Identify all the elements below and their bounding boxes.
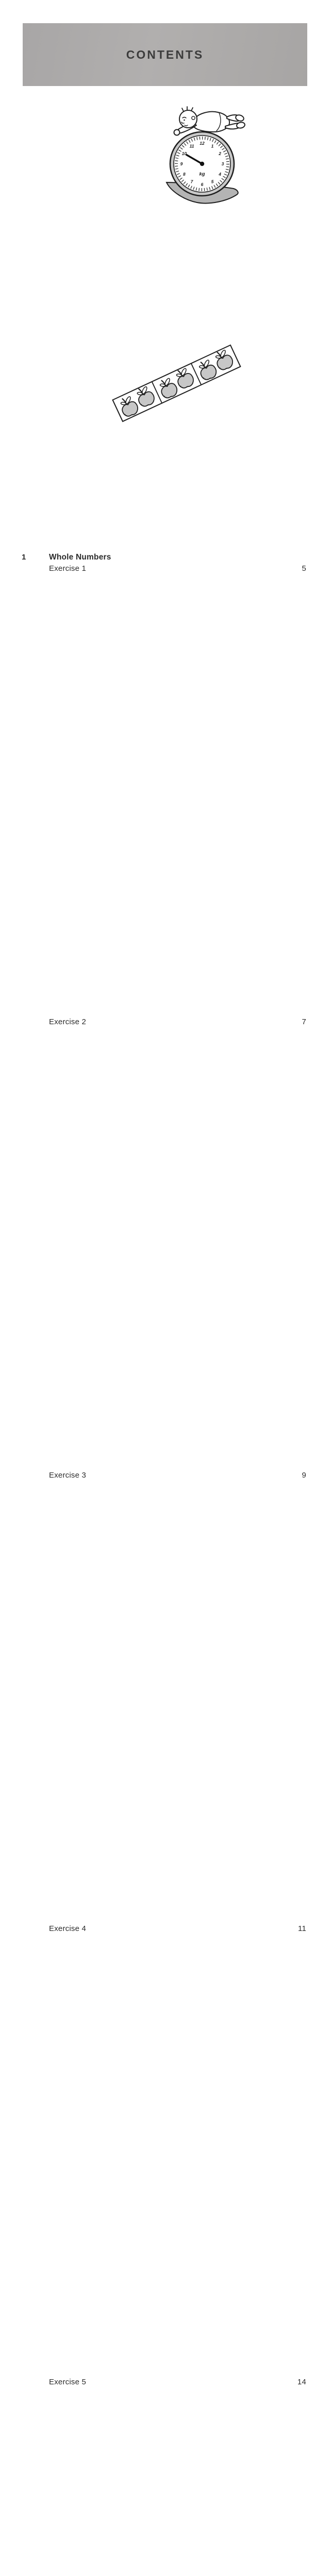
needle-hub: [200, 162, 204, 166]
page-title: CONTENTS: [126, 47, 204, 61]
toc-row: [22, 2377, 306, 2576]
dial-number: 3: [221, 161, 224, 166]
page-number: 7: [284, 1016, 306, 1470]
dial-number: 1: [211, 143, 214, 149]
toc-row: [22, 1470, 306, 1923]
kg-unit-label: kg: [199, 171, 205, 177]
baby-icon: [174, 107, 245, 135]
exercise-label: Exercise 1: [49, 564, 87, 573]
page-number: 11: [284, 1923, 306, 2377]
dial-number: 10: [181, 151, 187, 156]
page-number: 9: [284, 1470, 306, 1923]
baby-on-scale-illustration: [161, 105, 253, 209]
toc-row: [22, 1923, 306, 2377]
exercise-label: Exercise 3: [49, 1470, 87, 1480]
table-of-contents: [22, 106, 306, 2576]
dial-number: 11: [189, 143, 194, 149]
toc-row: [22, 1016, 306, 1470]
apple-boxes: [113, 345, 241, 421]
section-title: Whole Numbers: [49, 553, 111, 562]
dial-number: 12: [200, 141, 205, 146]
scale-dial: [170, 132, 234, 196]
dial-number: 6: [201, 182, 204, 187]
toc-row: [22, 563, 306, 1016]
baby-on-scale-icon: [161, 105, 253, 209]
dial-number: 8: [183, 172, 186, 177]
section-page: [284, 106, 306, 560]
page-number: 5: [284, 563, 306, 1016]
dial-number: 9: [180, 161, 183, 166]
exercise-label: Exercise 4: [49, 1924, 87, 1933]
dial-number: 5: [211, 179, 214, 184]
page-number: 14: [284, 2377, 306, 2576]
dial-number: 7: [190, 179, 193, 184]
apples-strip-icon: [113, 338, 259, 432]
dial-number: 4: [219, 172, 221, 177]
apples-strip-illustration: [113, 338, 259, 432]
exercise-label: Exercise 2: [49, 1017, 87, 1026]
contents-banner: [23, 23, 307, 86]
exercise-label: Exercise 5: [49, 2377, 87, 2386]
section-number: 1: [22, 553, 26, 562]
dial-number: 2: [219, 151, 221, 156]
